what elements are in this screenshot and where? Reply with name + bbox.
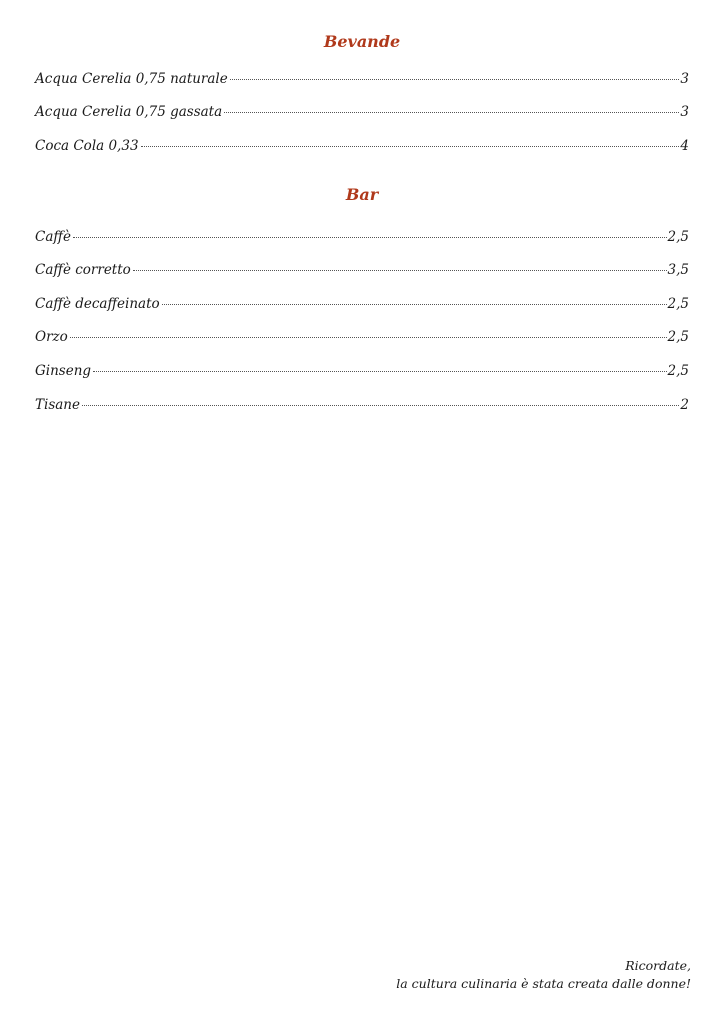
menu-item [35,262,689,278]
menu-item-price: 3,5 [667,262,689,278]
dot-leader [141,146,680,147]
menu-item [35,229,689,245]
menu-item [35,397,689,413]
dot-leader [162,304,667,305]
dot-leader [133,270,667,271]
menu-item-price: 2,5 [667,229,689,245]
footer-quote [396,957,691,993]
menu-item-name: Acqua Cerelia 0,75 gassata [35,104,223,120]
section-title-bar: Bar [345,185,379,204]
dot-leader [93,371,666,372]
menu-item [35,104,689,120]
menu-item-price: 2,5 [667,296,689,312]
dot-leader [70,337,667,338]
section-title-bevande: Bevande [323,32,401,51]
menu-item-name: Coca Cola 0,33 [35,138,139,154]
menu-item [35,138,689,154]
menu-item [35,296,689,312]
menu-item-price: 3 [680,104,689,120]
footer-line-1: Ricordate, [625,958,691,973]
menu-item-name: Tisane [35,397,80,413]
menu-item-price: 2,5 [667,363,689,379]
menu-item-price: 2 [680,397,689,413]
menu-item-name: Acqua Cerelia 0,75 naturale [35,71,228,87]
menu-item-price: 3 [680,71,689,87]
menu-item-name: Orzo [35,329,68,345]
menu-item [35,71,689,87]
menu-item-name: Caffè decaffeinato [35,296,160,312]
dot-leader [73,237,667,238]
footer-line-2: la cultura culinaria è stata creata dalle donne! [396,976,691,991]
menu-item-price: 2,5 [667,329,689,345]
menu-item-price: 4 [680,138,689,154]
menu-item [35,329,689,345]
menu-item-name: Caffè [35,229,71,245]
dot-leader [230,79,680,80]
dot-leader [224,112,679,113]
dot-leader [82,405,679,406]
menu-item-name: Ginseng [35,363,92,379]
menu-item-name: Caffè corretto [35,262,131,278]
menu-item [35,363,689,379]
